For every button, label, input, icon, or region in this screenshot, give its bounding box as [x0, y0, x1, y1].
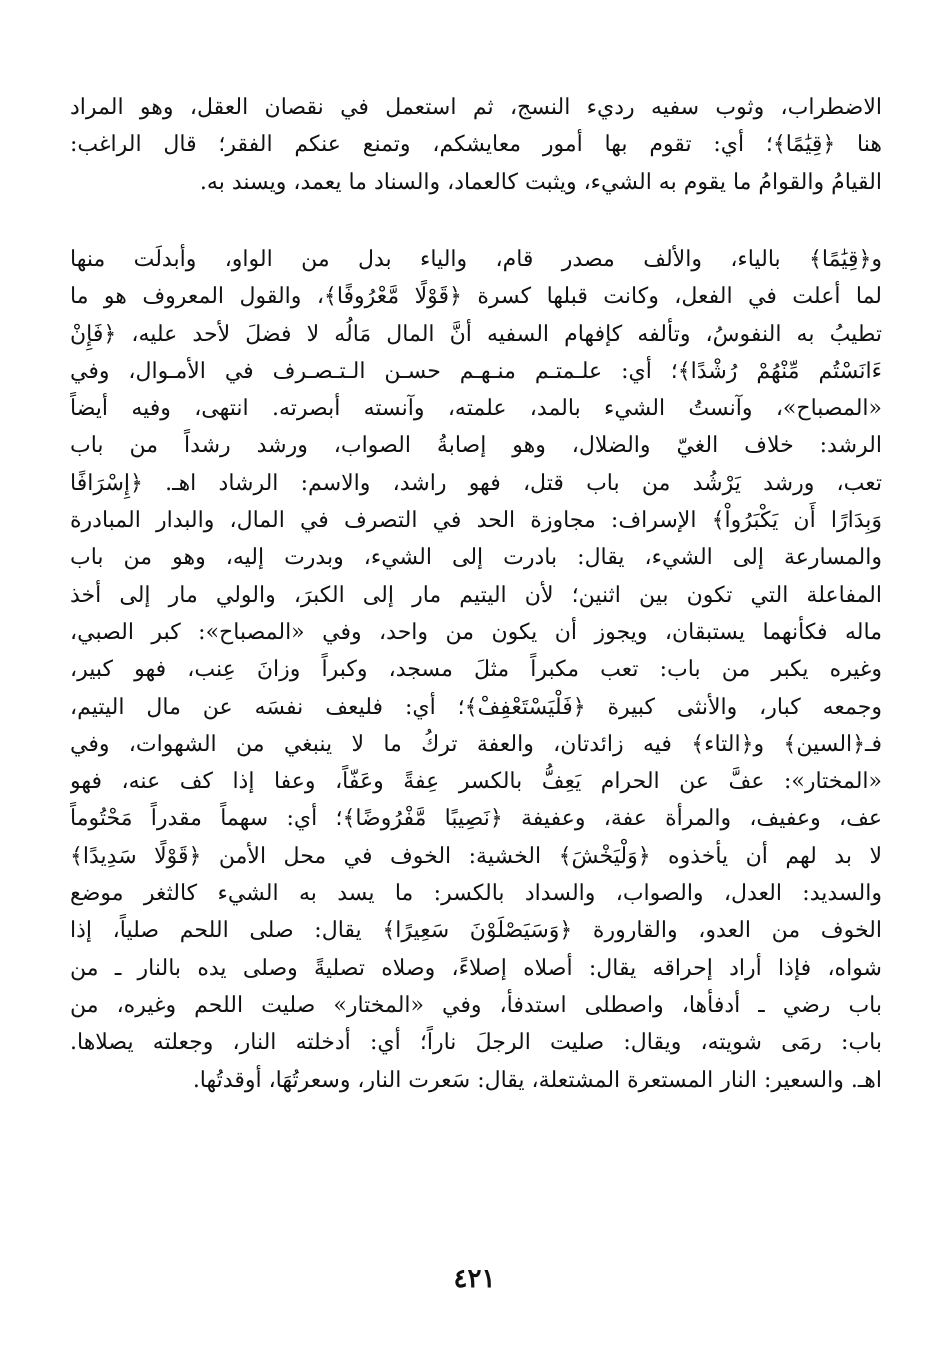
text-line: باب: رمَى شويته، ويقال: صليت الرجلَ ناراً؛ أي: أدخلته النار، وجعلته يصلاها.	[70, 1030, 882, 1056]
text-line: هنا ﴿قِيَٰمًا﴾؛ أي: تقوم بها أمور معايشكم، وتمنع عنكم الفقر؛ قال الراغب:	[70, 132, 882, 158]
text-line: الاضطراب، وثوب سفيه رديء النسج، ثم استعمل في نقصان العقل، وهو المراد	[70, 95, 882, 120]
text-line: تعب، ورشد يَرْشُد من باب قتل، فهو راشد، والاسم: الرشاد اهـ. ﴿إِسْرَافًا	[70, 470, 882, 496]
text-line: المفاعلة التي تكون بين اثنين؛ لأن اليتيم مار إلى الكبرَ، والولي مار إلى أخذ	[70, 582, 882, 608]
text-line: ماله فكأنهما يستبقان، ويجوز أن يكون من واحد، وفي «المصباح»: كبر الصبي،	[70, 619, 882, 645]
text-line: الخوف من العدو، والقارورة ﴿وَسَيَصْلَوْنَ سَعِيرًا﴾ يقال: صلى اللحم صلياً، إذا	[70, 918, 882, 944]
text-line: وغيره يكبر من باب: تعب مكبراً مثلَ مسجد، وكبراً وزانَ عِنب، فهو كبير،	[70, 657, 882, 683]
text-line: «المختار»: عفَّ عن الحرام يَعِفُّ بالكسر عِفةً وعَفّاً، وعفا إذا كف عنه، فهو	[70, 769, 882, 795]
text-line: شواه، فإذا أراد إحراقه يقال: أصلاه إصلاءً، وصلاه تصليةً وصلى يده بالنار ـ من	[70, 955, 882, 981]
text-line: تطيبُ به النفوسُ، وتألفه كإفهام السفيه أنَّ المال مَالُه لا فضلَ لأحد عليه، ﴿فَإِنْ	[70, 321, 882, 347]
text-line: فـ﴿السين﴾ و﴿التاء﴾ فيه زائدتان، والعفة تركُ ما لا ينبغي من الشهوات، وفي	[70, 731, 882, 757]
text-line: الرشد: خلاف الغيّ والضلال، وهو إصابةُ الصواب، ورشد رشداً من باب	[70, 433, 882, 459]
text-line: والمسارعة إلى الشيء، يقال: بادرت إلى الشيء، وبدرت إليه، وهو من باب	[70, 545, 882, 571]
text-line: عف، وعفيف، والمرأة عفة، وعفيفة ﴿نَصِيبًا مَّفْرُوضًا﴾؛ أي: سهماً مقدراً مَحْتُوماً	[70, 806, 882, 832]
text-line: «المصباح»، وآنستُ الشيء بالمد، علمته، وآنسته أبصرته. انتهى، وفيه أيضاً	[70, 396, 882, 422]
text-line: ءَانَسْتُم مِّنْهُمْ رُشْدًا﴾؛ أي: علـمتـم منـهـم حسـن الـتـصـرف في الأمـوال، وفي	[70, 358, 882, 384]
text-line: لا بد لهم أن يأخذوه ﴿وَلْيَخْشَ﴾ الخشية: الخوف في محل الأمن ﴿قَوْلًا سَدِيدًا﴾	[70, 843, 882, 869]
text-line: وَبِدَارًا أَن يَكْبَرُواْ﴾ الإسراف: مجاوزة الحد في التصرف في المال، والبدار المبادرة	[70, 508, 882, 534]
text-line: والسديد: العدل، والصواب، والسداد بالكسر: ما يسد به الشيء كالثغر موضع	[70, 881, 882, 907]
text-line: باب رضي ـ أدفأها، واصطلى استدفأ، وفي «المختار» صليت اللحم وغيره، من	[70, 992, 882, 1018]
text-line: و﴿قِيَٰمًا﴾ بالياء، والألف مصدر قام، والياء بدل من الواو، وأبدلَت منها	[70, 247, 882, 272]
text-line: القيامُ والقوامُ ما يقوم به الشيء، ويثبت كالعماد، والسناد ما يعمد، ويسند به.	[199, 169, 882, 195]
text-line: وجمعه كبار، والأنثى كبيرة ﴿فَلْيَسْتَعْفِفْ﴾؛ أي: فليعف نفسَه عن مال اليتيم،	[70, 694, 882, 720]
paragraph-1	[70, 89, 882, 201]
text-line: لما أعلت في الفعل، وكانت قبلها كسرة ﴿قَوْلًا مَّعْرُوفًا﴾، والقول المعروف هو ما	[70, 284, 882, 310]
text-line: اهـ. والسعير: النار المستعرة المشتعلة، يقال: سَعرت النار، وسعرتُهَا، أوقدتُها.	[192, 1067, 882, 1093]
page-number: ٤٢١	[453, 1264, 496, 1294]
paragraph-2	[70, 241, 882, 1099]
